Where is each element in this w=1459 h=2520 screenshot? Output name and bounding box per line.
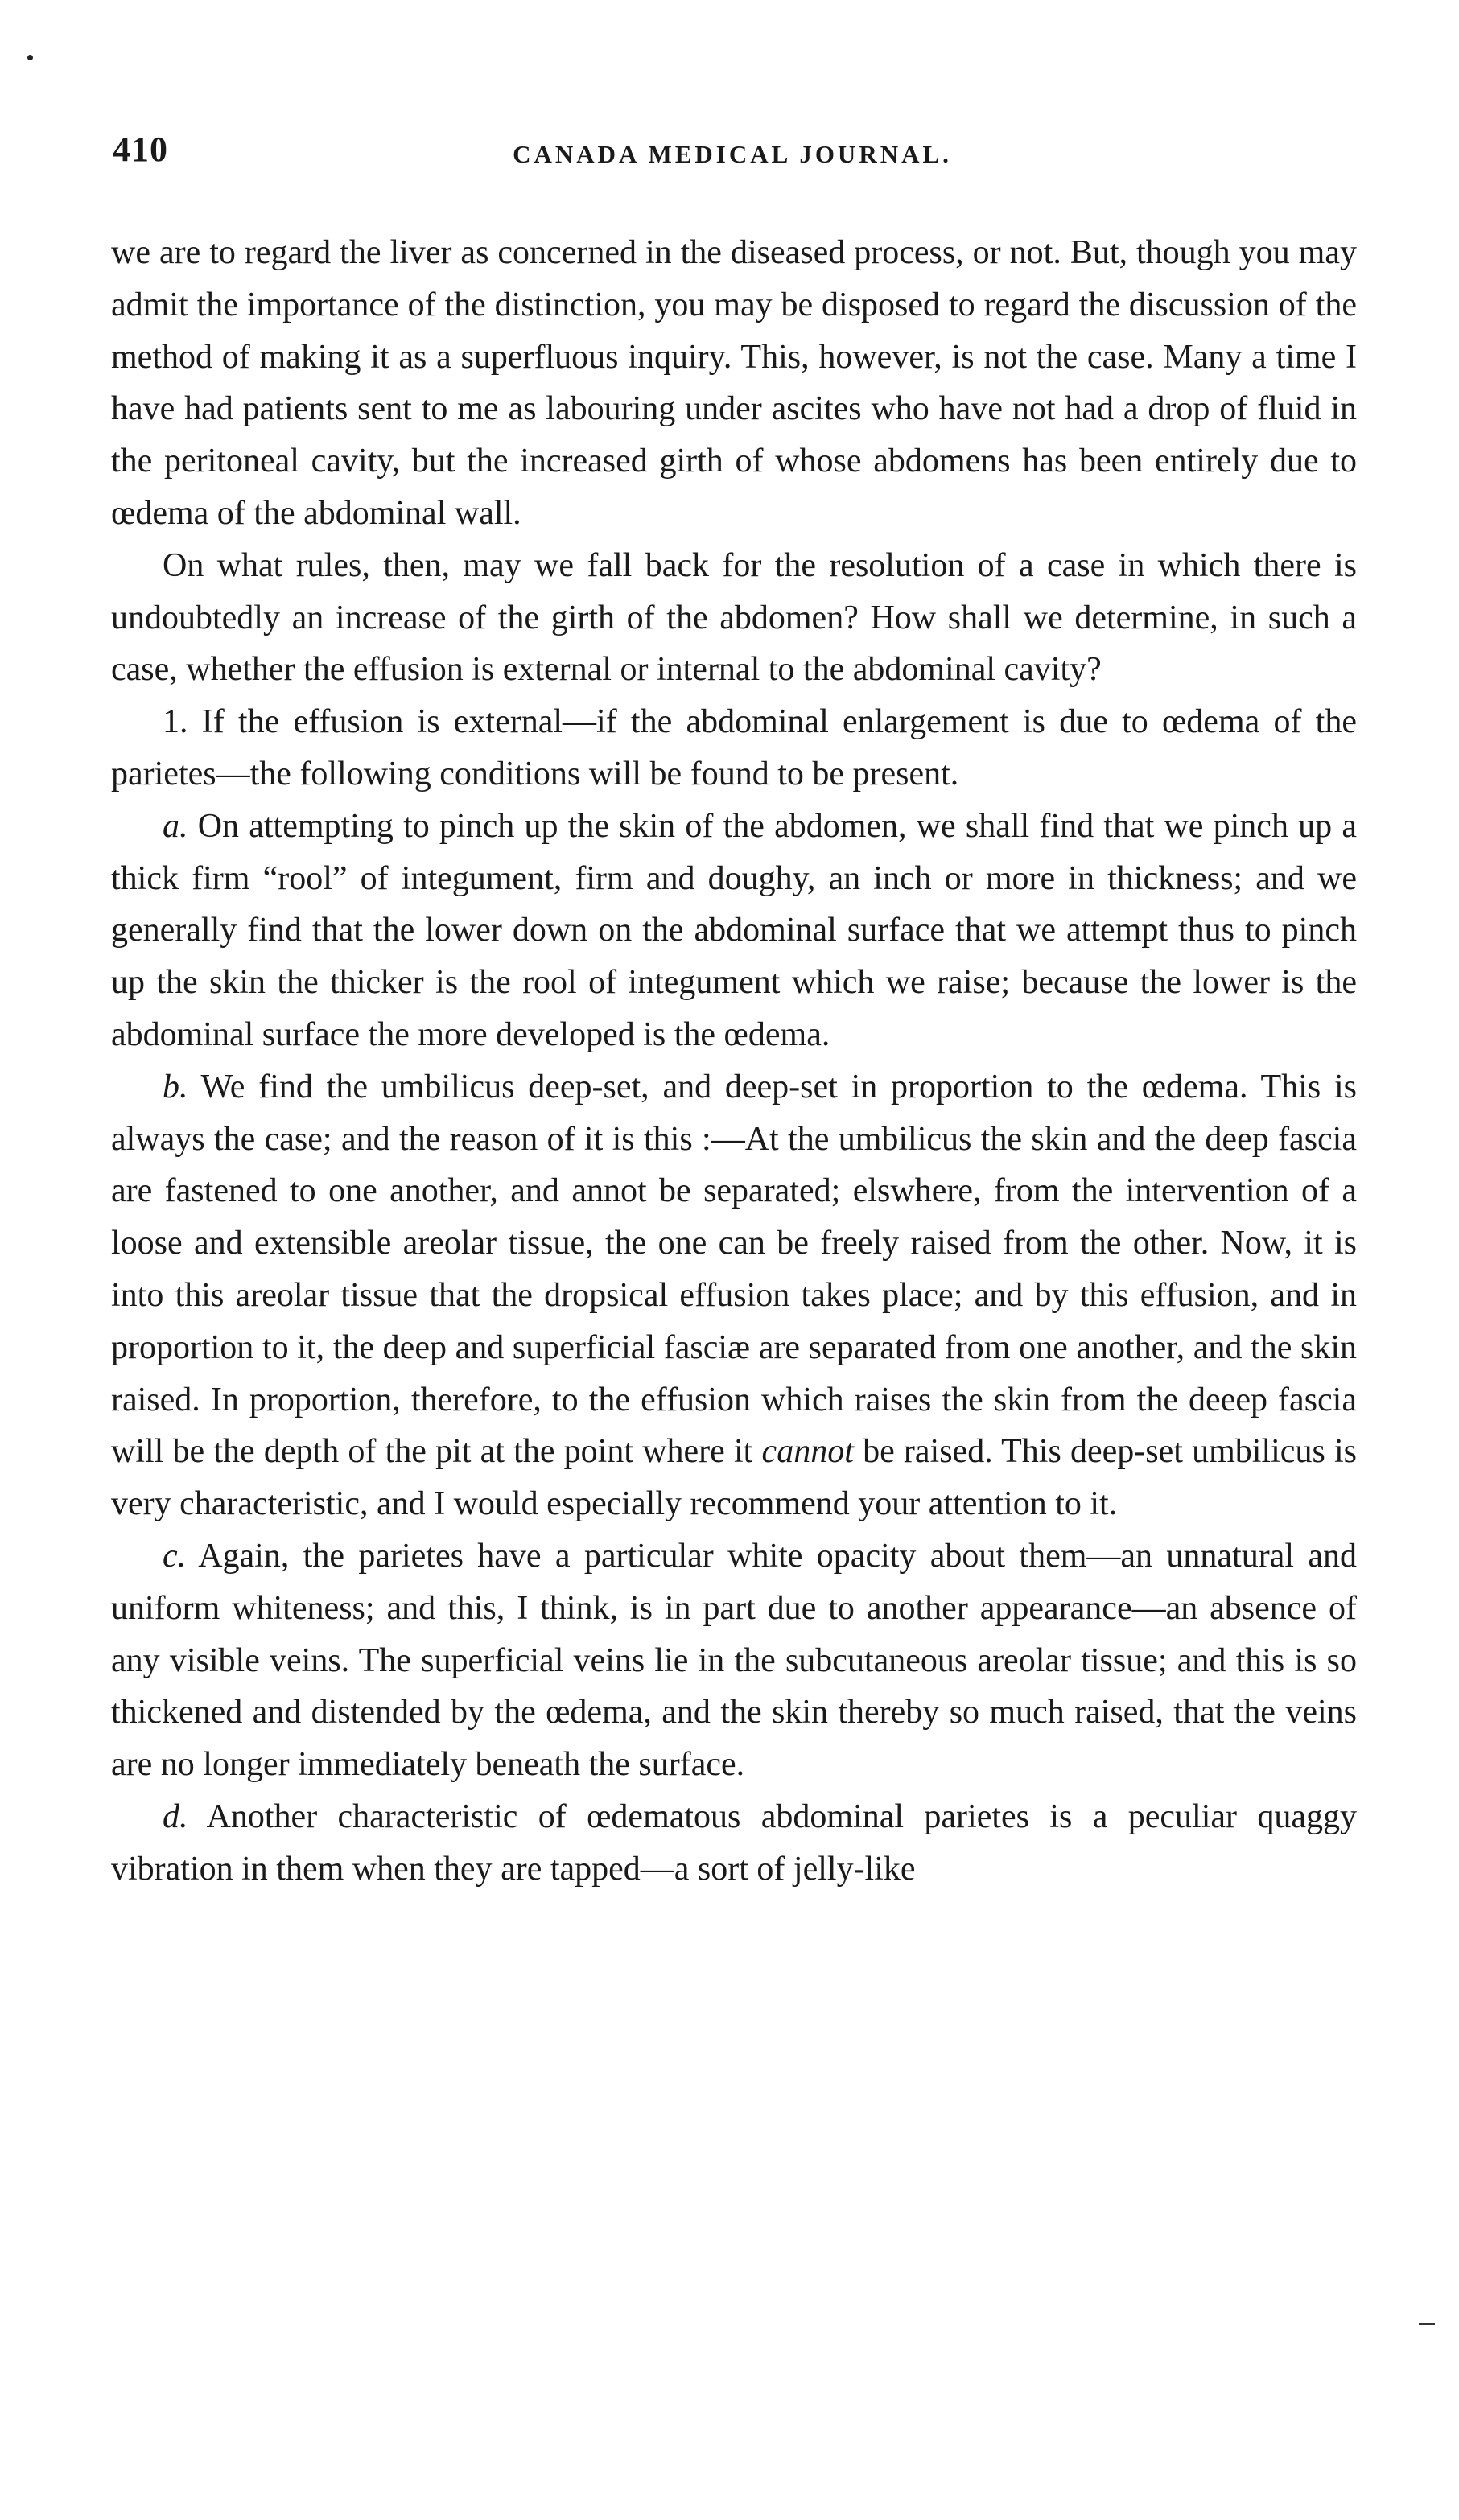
paragraph-marker: a. [163, 807, 188, 845]
article-body [111, 227, 1357, 1896]
paragraph [111, 540, 1357, 696]
paragraph-text: be raised. This deep-set umbilicus is very characteristic, and I would especially recommend your attention to it. [111, 1433, 1358, 1523]
page-header [113, 129, 1352, 185]
paragraph-lettered [111, 1791, 1357, 1896]
paragraph-text: Again, the parietes have a particular white opacity about them—an unnatural and uniform whiteness; and this, I think, is in part due to another appearance—an absence of any visible veins. The superficial veins lie in the subcutaneous areolar tissue; and this is so thickened and distended by the œdema, and the skin thereby so much raised, that the veins are no longer immediately beneath the surface. [111, 1537, 1357, 1784]
paragraph-lettered [111, 801, 1357, 1061]
running-head: CANADA MEDICAL JOURNAL. [513, 140, 952, 168]
paragraph-text: On what rules, then, may we fall back for the resolution of a case in which there is undoubtedly an increase of the girth of the abdomen? How shall we determine, in such a case, whether the effusion is external or internal to the abdominal cavity? [111, 546, 1357, 689]
margin-mark [1419, 2323, 1435, 2325]
paragraph-text: If the effusion is external—if the abdominal enlargement is due to œdema of the parietes—the following conditions will be found to be present. [111, 703, 1357, 793]
paragraph-marker: d. [163, 1797, 188, 1835]
paragraph-lettered [111, 1530, 1357, 1791]
paragraph-lettered [111, 1061, 1357, 1530]
paragraph-marker: c. [163, 1537, 187, 1575]
page-number: 410 [113, 130, 168, 169]
ink-speck [27, 55, 33, 60]
paragraph-text: Another characteristic of œdematous abdominal parietes is a peculiar quaggy vibration in them when they are tapped—a sort of jelly-like [111, 1797, 1357, 1888]
paragraph-marker: b. [163, 1068, 188, 1106]
emphasized-word: cannot [761, 1433, 854, 1471]
paragraph [111, 227, 1357, 540]
paragraph-text: We find the umbilicus deep-set, and deep-set in proportion to the œdema. This is always the case; and the reason of it is this :—At the umbilicus the skin and the deep fascia are fastened to one another, and annot be separated; elswhere, from the intervention of a loose and extensible areolar tissue, the one can be freely raised from the other. Now, it is into this areolar tissue that the dropsical effusion takes place; and by this effusion, and in proportion to it, the deep and superficial fasciæ are separated from one another, and the skin raised. In proportion, therefore, to the effusion which raises the skin from the deeep fascia will be the depth of the pit at the point where it [111, 1068, 1357, 1471]
paragraph-marker: 1. [163, 703, 188, 741]
paragraph-numbered [111, 696, 1357, 801]
paragraph-text: we are to regard the liver as concerned in the diseased process, or not. But, though you may admit the importance of the distinction, you may be disposed to regard the discussion of the method of making it as a superfluous inquiry. This, however, is not the case. Many a time I have had patients sent to me as labouring under ascites who have not had a drop of fluid in the peritoneal cavity, but the increased girth of whose abdomens has been entirely due to œdema of the abdominal wall. [111, 234, 1357, 532]
paragraph-text: On attempting to pinch up the skin of the abdomen, we shall find that we pinch up a thick firm “rool” of integument, firm and doughy, an inch or more in thickness; and we generally find that the lower down on the abdominal surface that we attempt thus to pinch up the skin the thicker is the rool of integument which we raise; because the lower is the abdominal surface the more developed is the œdema. [111, 807, 1357, 1053]
